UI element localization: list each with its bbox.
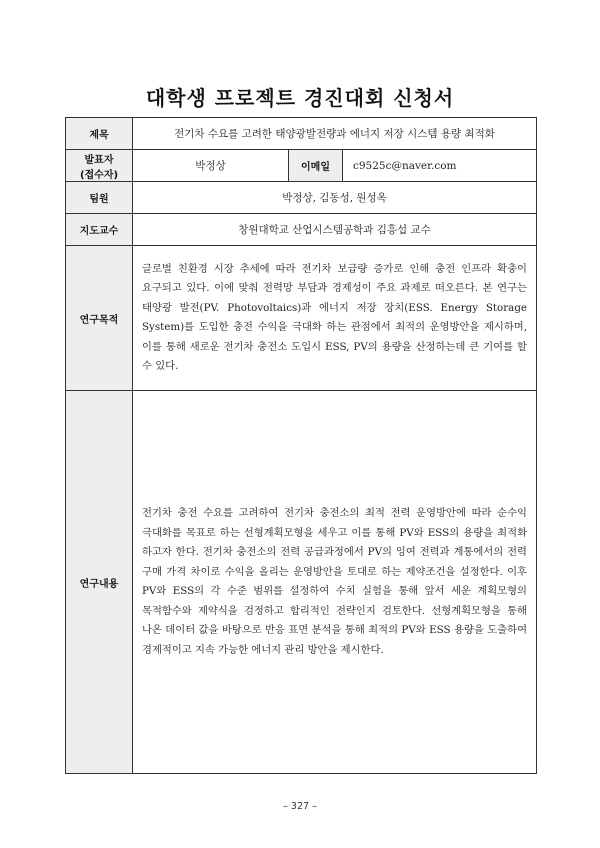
advisor-label: 지도교수 <box>66 214 133 246</box>
applicant-label-line1: 발표자 <box>84 154 114 166</box>
research-purpose-text: 글로벌 친환경 시장 추세에 따라 전기차 보급량 증가로 인해 충전 인프라 확충이 요구되고 있다. 이에 맞춰 전력망 부담과 경제성이 주요 과제로 떠오른다. 본 연구는 태양광 발전(PV. Photovoltaics)과 에너지 저장 장치(ESS. Energy Storage System)를 도입한 충전 수익을 극대화 하는 관점에서 최적의 운영방안을 제시하며, 이를 통해 새로운 전기차 충전소 도입시 ESS, PV의 용량을 산정하는데 큰 기여를 할 수 있다. <box>133 246 537 391</box>
applicant-label-line2: (접수자) <box>79 169 119 181</box>
team-row <box>66 182 537 214</box>
advisor-row <box>66 214 537 246</box>
page-number: – 327 – <box>283 801 317 812</box>
team-label: 팀원 <box>66 182 133 214</box>
applicant-label <box>66 150 133 182</box>
application-form <box>65 117 537 774</box>
advisor-value: 창원대학교 산업시스템공학과 김흥섭 교수 <box>133 214 537 246</box>
applicant-name: 박정상 <box>133 150 289 182</box>
team-value: 박정상, 김동성, 원성옥 <box>133 182 537 214</box>
research-content-label: 연구내용 <box>66 391 133 774</box>
subject-label: 제목 <box>66 118 133 150</box>
email-value: c9525c@naver.com <box>343 150 537 182</box>
page-title: 대학생 프로젝트 경진대회 신청서 <box>145 86 455 110</box>
applicant-row <box>66 150 537 182</box>
email-label: 이메일 <box>289 150 343 182</box>
research-purpose-label: 연구목적 <box>66 246 133 391</box>
subject-value: 전기차 수요를 고려한 태양광발전량과 에너지 저장 시스템 용량 최적화 <box>133 118 537 150</box>
subject-row <box>66 118 537 150</box>
research-content-text: 전기차 충전 수요를 고려하여 전기차 충전소의 최적 전력 운영방안에 따라 순수익 극대화를 목표로 하는 선형계획모형을 세우고 이를 통해 PV와 ESS의 용량을 최적화 하고자 한다. 전기차 충전소의 전력 공급과정에서 PV의 잉여 전력과 계통에서의 전력 구매 가격 차이로 수익을 올리는 운영방안을 토대로 하는 제약조건을 설정한다. 이후 PV와 ESS의 각 수준 범위를 설정하여 수치 실험을 통해 앞서 세운 계획모형의 목적함수와 제약식을 검정하고 합리적인 전략인지 검토한다. 선형계획모형을 통해 나온 데이터 값을 바탕으로 반응 표면 분석을 통해 최적의 PV와 ESS 용량을 도출하여 경제적이고 지속 가능한 에너지 관리 방안을 제시한다. <box>133 391 537 774</box>
research-content-row <box>66 391 537 774</box>
research-purpose-row <box>66 246 537 391</box>
